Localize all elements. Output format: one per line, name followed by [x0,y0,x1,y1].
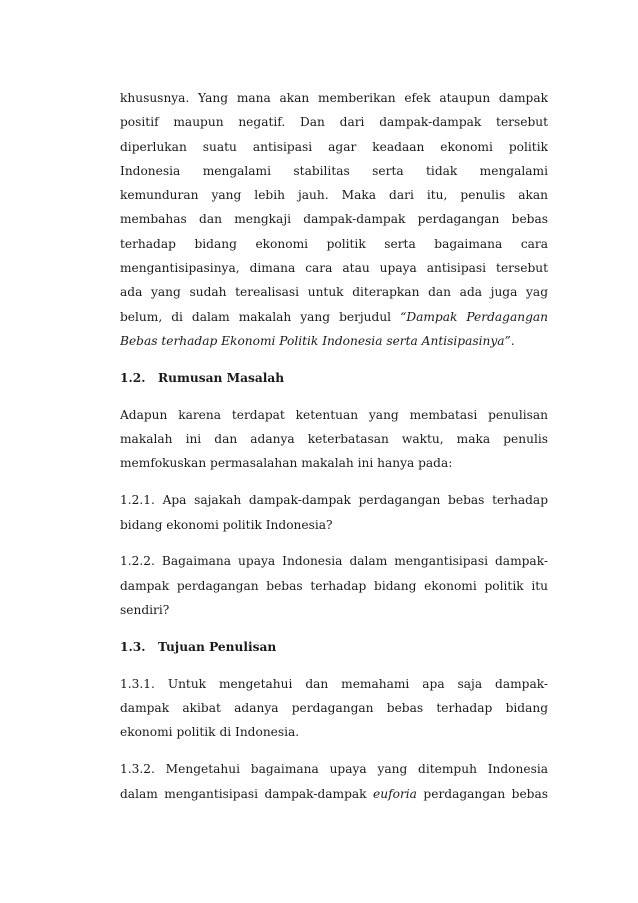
text-line: terhadap bidang ekonomi politik serta bagaimana cara [120,236,548,251]
spacer [120,537,548,550]
rumusan-paragraph [120,403,548,476]
text-line: positif maupun negatif. Dan dari dampak-dampak tersebut [120,115,548,130]
text-fragment: perdagangan bebas [416,786,548,801]
spacer [120,353,548,366]
text-line: sendiri? [120,603,170,618]
text-line: khususnya. Yang mana akan memberikan efek ataupun dampak [120,91,548,105]
document-page [120,86,548,806]
paper-title-italic: Bebas terhadap Ekonomi Politik Indonesia serta Antisipasinya” [120,333,511,348]
text-line [120,305,548,329]
section-title: Tujuan Penulisan [158,639,277,654]
text-line: dampak akibat adanya perdagangan bebas terhadap bidang [120,701,548,716]
text-line [120,782,548,806]
italic-term: euforia [373,786,417,801]
text-line: ekonomi politik di Indonesia. [120,725,300,740]
list-item-1-3-2 [120,757,548,806]
text-line: 1.2.2. Bagaimana upaya Indonesia dalam mengantisipasi dampak- [120,554,548,569]
text-line: memfokuskan permasalahan makalah ini hanya pada: [120,456,453,471]
intro-paragraph [120,86,548,353]
text-line: 1.2.1. Apa sajakah dampak-dampak perdagangan bebas terhadap [120,493,548,508]
text-line: Adapun karena terdapat ketentuan yang membatasi penulisan [120,407,548,422]
spacer [120,622,548,635]
text-line: dampak perdagangan bebas terhadap bidang ekonomi politik itu [120,578,548,593]
section-title: Rumusan Masalah [158,370,285,385]
spacer [120,659,548,672]
text-line [120,329,548,353]
section-number: 1.3. [120,639,146,654]
paper-title-italic: “Dampak Perdagangan [400,309,548,324]
text-line: kemunduran yang lebih jauh. Maka dari itu, penulis akan [120,188,548,203]
list-item-1-2-2 [120,549,548,622]
text-line: Indonesia mengalami stabilitas serta tidak mengalami [120,163,548,178]
text-line: 1.3.1. Untuk mengetahui dan memahami apa saja dampak- [120,676,548,691]
text-line: bidang ekonomi politik Indonesia? [120,517,333,532]
spacer [120,476,548,489]
section-heading-tujuan-penulisan [120,635,548,659]
section-heading-rumusan-masalah [120,366,548,390]
text-line: diperlukan suatu antisipasi agar keadaan ekonomi politik [120,139,548,154]
spacer [120,390,548,403]
list-item-1-2-1 [120,488,548,537]
text-line: mengantisipasinya, dimana cara atau upaya antisipasi tersebut [120,261,548,276]
text-line: ada yang sudah terealisasi untuk diterapkan dan ada juga yag [120,285,548,300]
text-fragment: dalam mengantisipasi dampak-dampak [120,786,374,801]
spacer [120,745,548,758]
text-line: membahas dan mengkaji dampak-dampak perdagangan bebas [120,212,548,227]
text-fragment: . [510,333,515,348]
text-line: makalah ini dan adanya keterbatasan waktu, maka penulis [120,432,548,447]
text-line: 1.3.2. Mengetahui bagaimana upaya yang ditempuh Indonesia [120,762,548,777]
list-item-1-3-1 [120,672,548,745]
section-number: 1.2. [120,370,146,385]
text-fragment: belum, di dalam makalah yang berjudul [120,309,401,324]
